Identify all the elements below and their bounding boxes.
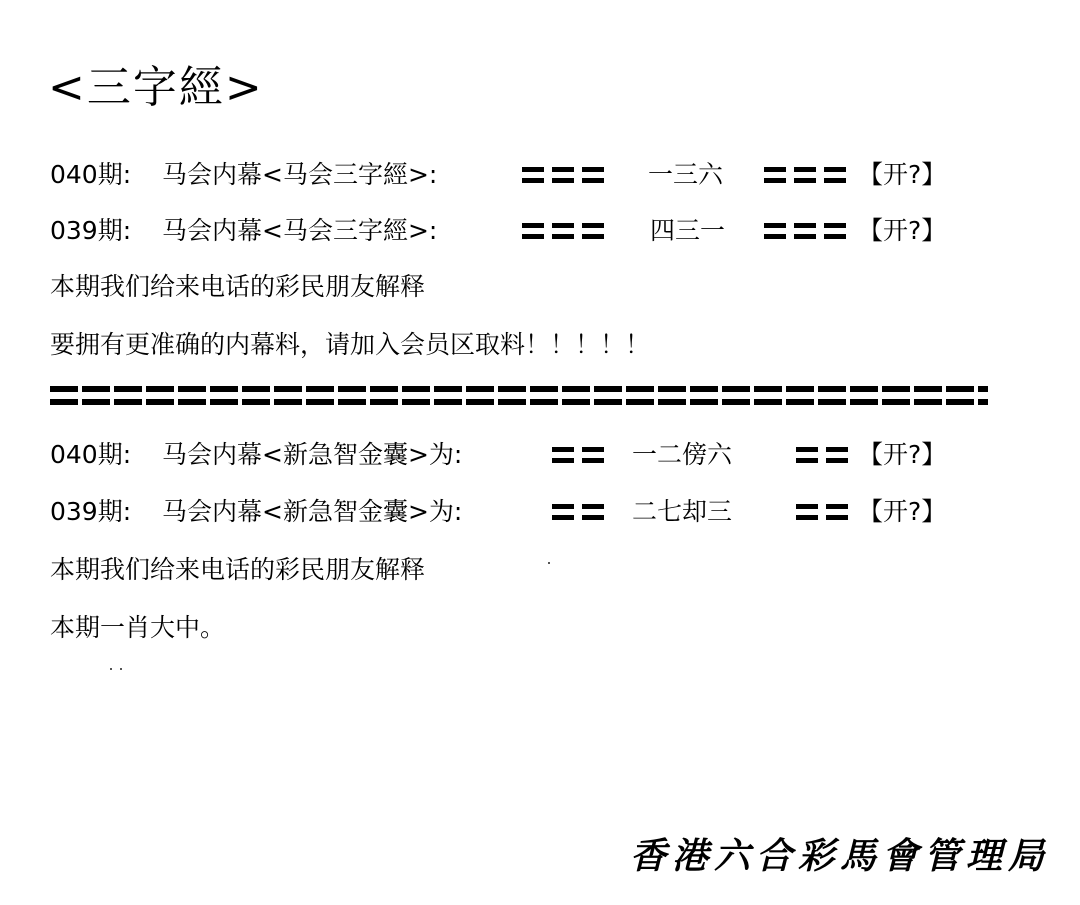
content-value: 一三六 bbox=[648, 160, 724, 189]
result-badge: 【开?】 bbox=[858, 497, 947, 526]
period-label: 040期: bbox=[50, 440, 132, 469]
section-divider bbox=[50, 380, 990, 416]
explanation-note: 本期我们给来电话的彩民朋友解释 bbox=[50, 272, 426, 301]
content-value: 二七却三 bbox=[632, 497, 733, 526]
source-label: 马会内幕<马会三字經>: bbox=[162, 216, 438, 245]
scan-speck bbox=[120, 668, 122, 670]
explanation-note: 本期我们给来电话的彩民朋友解释 bbox=[50, 555, 426, 584]
summary-text: 本期一肖大中。 bbox=[50, 613, 226, 642]
promo-text: 要拥有更准确的内幕料，请加入会员区取料！！！！！ bbox=[50, 330, 651, 359]
period-label: 039期: bbox=[50, 497, 132, 526]
source-label: 马会内幕<马会三字經>: bbox=[162, 160, 438, 189]
period-label: 040期: bbox=[50, 160, 132, 189]
source-label: 马会内幕<新急智金囊>为: bbox=[162, 440, 463, 469]
source-label: 马会内幕<新急智金囊>为: bbox=[162, 497, 463, 526]
result-badge: 【开?】 bbox=[858, 160, 947, 189]
document-title: <三字經> bbox=[48, 62, 264, 113]
scan-speck bbox=[548, 562, 550, 564]
scan-speck bbox=[110, 668, 112, 670]
issuer-seal-text: 香港六合彩馬會管理局 bbox=[629, 835, 1050, 877]
result-badge: 【开?】 bbox=[858, 216, 947, 245]
period-label: 039期: bbox=[50, 216, 132, 245]
content-value: 四三一 bbox=[650, 216, 726, 245]
content-value: 一二傍六 bbox=[632, 440, 733, 469]
result-badge: 【开?】 bbox=[858, 440, 947, 469]
